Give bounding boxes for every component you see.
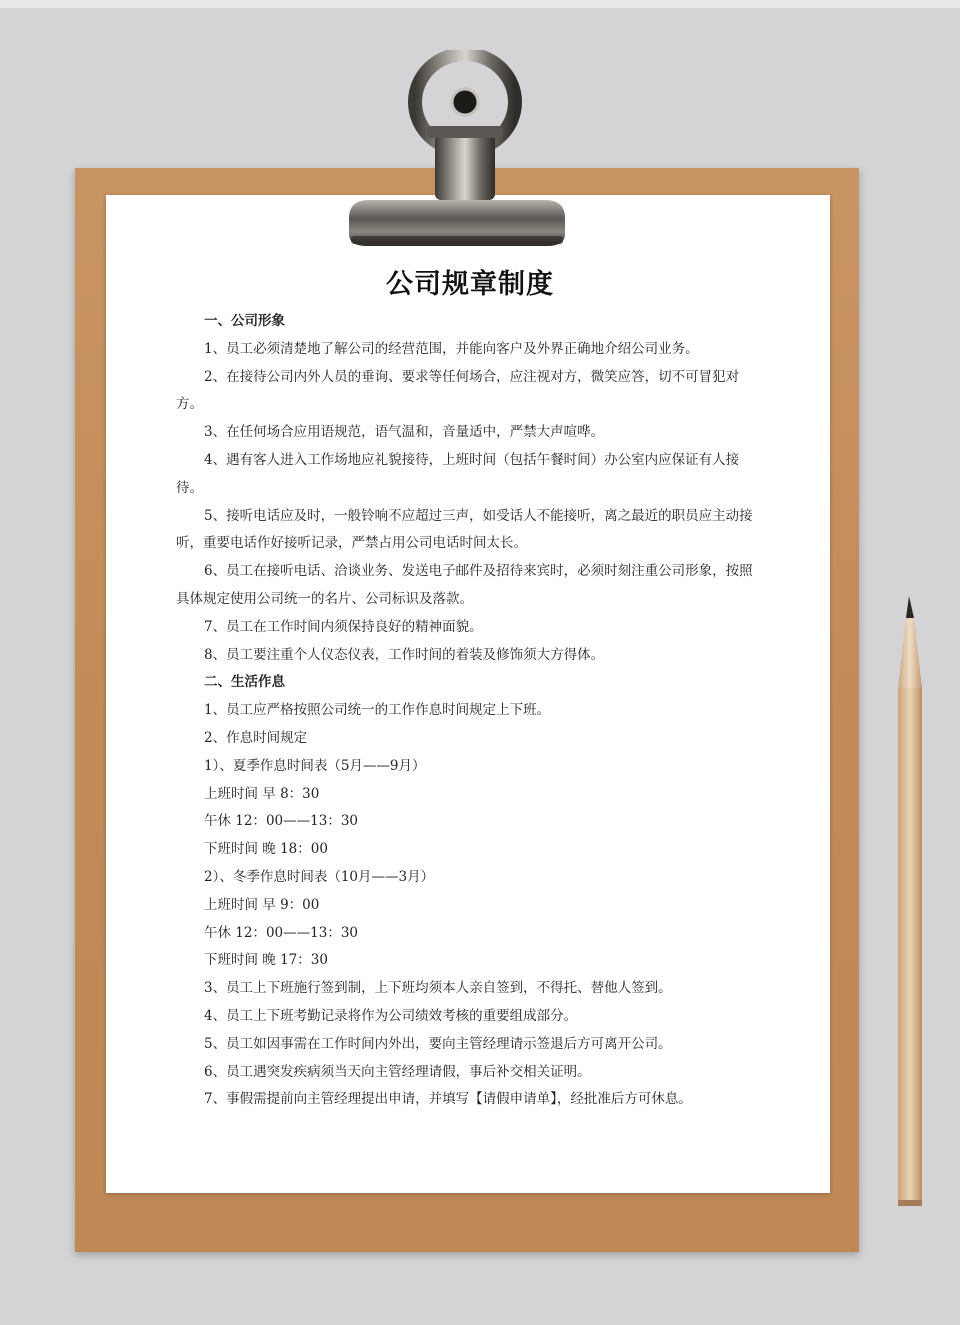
paragraph: 4、遇有客人进入工作场地应礼貌接待，上班时间（包括午餐时间）办公室内应保证有人接待。 <box>176 451 740 496</box>
paragraph: 8、员工要注重个人仪态仪表，工作时间的着装及修饰须大方得体。 <box>204 646 605 663</box>
paragraph: 5、员工如因事需在工作时间内外出，要向主管经理请示签退后方可离开公司。 <box>204 1035 672 1052</box>
paragraph: 3、员工上下班施行签到制，上下班均须本人亲自签到，不得托、替他人签到。 <box>204 980 672 997</box>
paragraph: 午休 12：00——13：30 <box>204 924 359 941</box>
paragraph: 3、在任何场合应用语规范，语气温和，音量适中，严禁大声喧哗。 <box>204 424 605 441</box>
paragraph: 2、在接待公司内外人员的垂询、要求等任何场合，应注视对方，微笑应答，切不可冒犯对方。 <box>176 368 740 413</box>
paragraph: 1、员工必须清楚地了解公司的经营范围，并能向客户及外界正确地介绍公司业务。 <box>204 340 699 357</box>
paragraph: 上班时间 早 8：30 <box>204 785 320 802</box>
paragraph: 2）、冬季作息时间表（10月——3月） <box>204 868 435 885</box>
paragraph: 6、员工遇突发疾病须当天向主管经理请假，事后补交相关证明。 <box>204 1063 591 1080</box>
section-heading: 一、公司形象 <box>204 313 285 329</box>
paragraph: 2、作息时间规定 <box>204 729 308 746</box>
paragraph: 下班时间 晚 17：30 <box>204 952 328 969</box>
document-title: 公司规章制度 <box>386 269 554 300</box>
paragraph: 5、接听电话应及时，一般铃响不应超过三声，如受话人不能接听，离之最近的职员应主动接听，重要电话作好接听记录，严禁占用公司电话时间太长。 <box>176 507 753 552</box>
binder-clip-icon <box>347 50 567 250</box>
paragraph: 6、员工在接听电话、洽谈业务、发送电子邮件及招待来宾时，必须时刻注重公司形象，按照具体规定使用公司统一的名片、公司标识及落款。 <box>176 563 753 607</box>
paragraph: 下班时间 晚 18：00 <box>204 841 328 858</box>
document-body <box>176 308 766 1114</box>
paragraph: 1）、夏季作息时间表（5月——9月） <box>204 757 426 774</box>
top-edge-strip <box>0 0 960 8</box>
paragraph: 上班时间 早 9：00 <box>204 896 320 913</box>
paragraph: 7、事假需提前向主管经理提出申请，并填写【请假申请单】，经批准后方可休息。 <box>204 1091 692 1108</box>
paragraph: 1、员工应严格按照公司统一的工作作息时间规定上下班。 <box>204 702 551 719</box>
pencil-icon <box>896 596 926 1208</box>
paragraph: 4、员工上下班考勤记录将作为公司绩效考核的重要组成部分。 <box>204 1007 578 1024</box>
paragraph: 7、员工在工作时间内须保持良好的精神面貌。 <box>204 618 483 635</box>
section-heading: 二、生活作息 <box>204 674 285 691</box>
paragraph: 午休 12：00——13：30 <box>204 813 359 830</box>
